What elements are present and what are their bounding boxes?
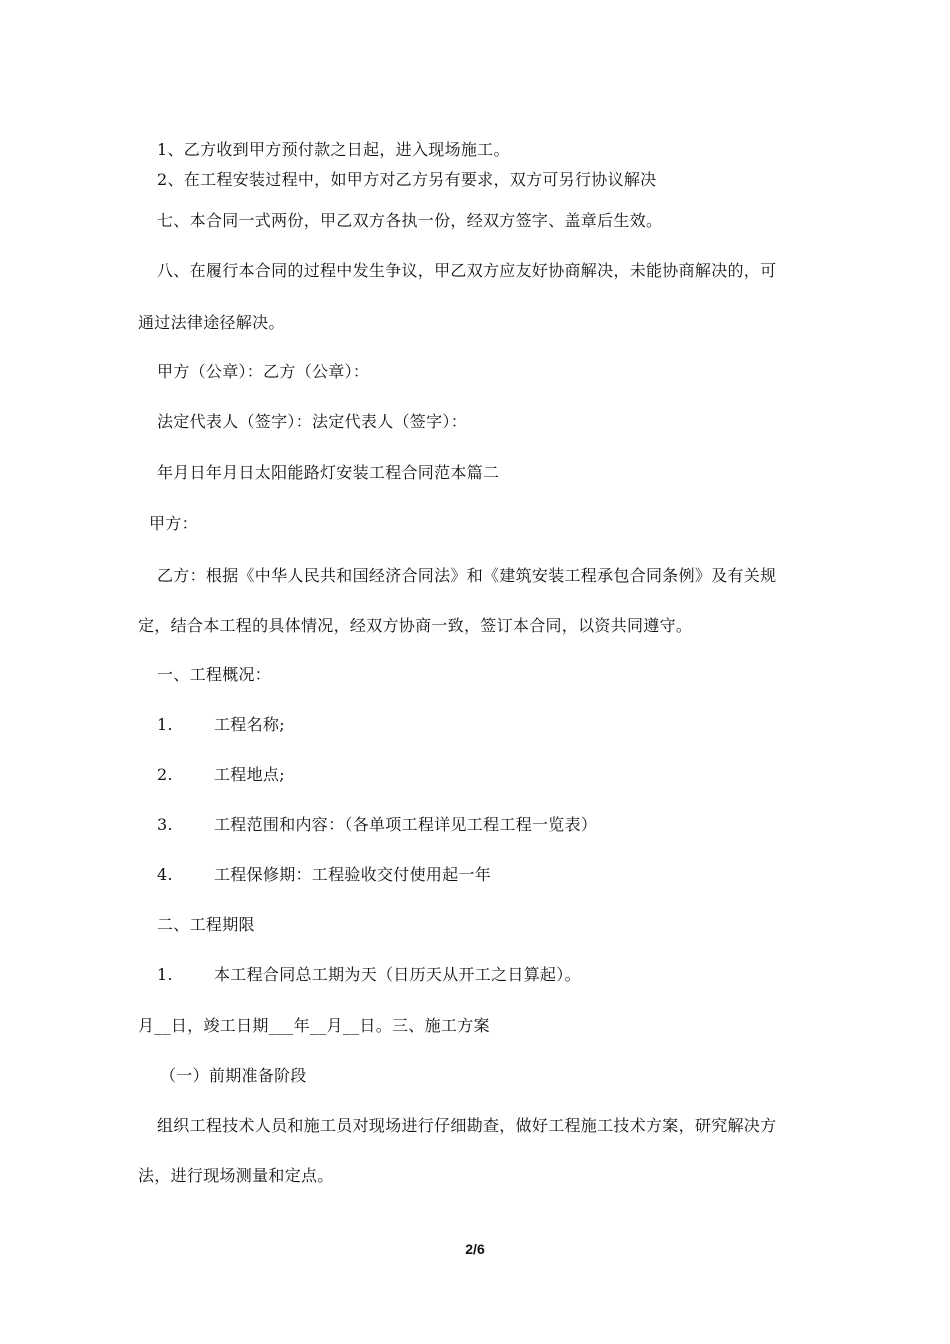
list-item-text: 工程保修期：工程验收交付使用起一年 [214, 865, 492, 884]
body-text: 定，结合本工程的具体情况，经双方协商一致，签订本合同，以资共同遵守。 [138, 616, 693, 635]
page-number: 2/6 [465, 1241, 485, 1257]
list-item [157, 865, 491, 885]
list-item [157, 815, 597, 835]
list-item-number: 1. [157, 965, 173, 984]
list-item-text: 工程范围和内容：（各单项工程详见工程工程一览表） [214, 815, 598, 834]
party-a-line: 甲方： [149, 514, 198, 533]
clause-text: 八、在履行本合同的过程中发生争议，甲乙双方应友好协商解决，未能协商解决的，可 [157, 261, 777, 280]
clause-text: 2、在工程安装过程中，如甲方对乙方另有要求，双方可另行协议解决 [157, 170, 657, 189]
section-title: 二、工程期限 [157, 915, 255, 934]
party-b-line: 乙方：根据《中华人民共和国经济合同法》和《建筑安装工程承包合同条例》及有关规 [157, 566, 777, 585]
list-item-number: 1. [157, 715, 173, 734]
list-item-number: 4. [157, 865, 173, 884]
list-item [157, 965, 581, 985]
list-item [157, 765, 285, 785]
signature-line: 甲方（公章）：乙方（公章）： [157, 362, 370, 381]
body-text: 组织工程技术人员和施工员对现场进行仔细勘查，做好工程施工技术方案，研究解决方 [157, 1116, 777, 1135]
list-item-text: 工程地点; [214, 765, 285, 784]
clause-text: 1、乙方收到甲方预付款之日起，进入现场施工。 [157, 140, 510, 159]
body-text: 法，进行现场测量和定点。 [138, 1166, 334, 1185]
dates-line: 月__日，竣工日期___年__月__日。三、施工方案 [138, 1016, 490, 1035]
date-title-line: 年月日年月日太阳能路灯安装工程合同范本篇二 [157, 463, 500, 482]
clause-text: 通过法律途径解决。 [138, 313, 285, 332]
list-item-number: 2. [157, 765, 173, 784]
list-item-text: 本工程合同总工期为天（日历天从开工之日算起）。 [214, 965, 581, 984]
section-title: （一）前期准备阶段 [160, 1066, 307, 1085]
signature-line: 法定代表人（签字）：法定代表人（签字）： [157, 412, 468, 431]
section-title: 一、工程概况： [157, 665, 272, 684]
list-item-number: 3. [157, 815, 173, 834]
list-item-text: 工程名称; [214, 715, 285, 734]
clause-text: 七、本合同一式两份，甲乙双方各执一份，经双方签字、盖章后生效。 [157, 211, 663, 230]
list-item [157, 715, 285, 735]
